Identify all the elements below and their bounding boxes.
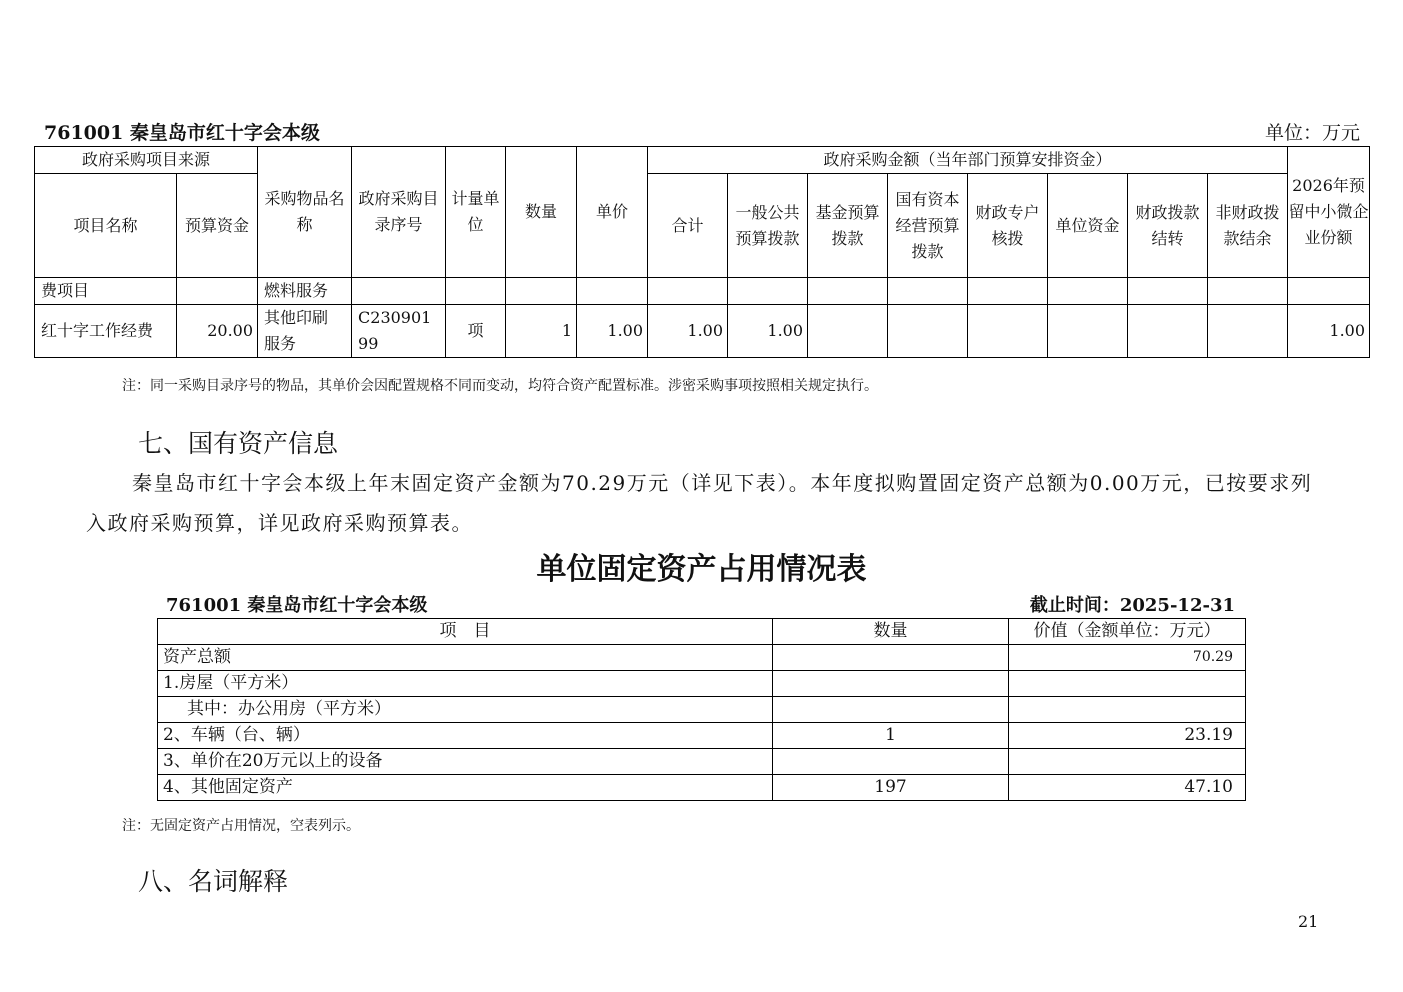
procurement-table (34, 146, 1370, 358)
asset-qty (773, 749, 1009, 775)
procurement-note: 注：同一采购目录序号的物品，其单价会因配置规格不同而变动，均符合资产配置标准。涉密采购事项按照相关规定执行。 (122, 378, 878, 394)
cell-state (888, 305, 968, 358)
header-unit-price: 单价 (577, 147, 648, 278)
cell-carry (1128, 305, 1208, 358)
asset-value (1009, 671, 1246, 697)
cell-reserved: 1.00 (1288, 305, 1370, 358)
cell-nonfiscal (1208, 305, 1288, 358)
cell-catalog (352, 278, 446, 305)
asset-item: 3、单价在20万元以上的设备 (158, 749, 773, 775)
cell-nonfiscal (1208, 278, 1288, 305)
header-budget-funds: 预算资金 (177, 174, 258, 278)
assets-unit-name: 761001 秦皇岛市红十字会本级 (166, 595, 428, 616)
header-item-name: 采购物品名称 (258, 147, 352, 278)
cell-item: 其他印刷服务 (258, 305, 352, 358)
cell-project: 费项目 (35, 278, 177, 305)
asset-value: 70.29 (1009, 645, 1246, 671)
asset-value (1009, 697, 1246, 723)
asset-item: 1.房屋（平方米） (158, 671, 773, 697)
cell-reserved (1288, 278, 1370, 305)
cell-state (888, 278, 968, 305)
procurement-unit-name: 761001 秦皇岛市红十字会本级 (44, 122, 320, 144)
cell-catalog: C23090199 (352, 305, 446, 358)
asset-qty (773, 645, 1009, 671)
header-reserved: 2026年预留中小微企业份额 (1288, 147, 1370, 278)
cell-unit (446, 278, 506, 305)
cell-unitfund (1048, 278, 1128, 305)
asset-qty (773, 671, 1009, 697)
header-state-capital: 国有资本经营预算拨款 (888, 174, 968, 278)
section7-heading: 七、国有资产信息 (138, 429, 339, 458)
assets-col-item: 项 目 (158, 619, 773, 645)
assets-col-value: 价值（金额单位：万元） (1009, 619, 1246, 645)
assets-table (157, 618, 1246, 801)
table-row (35, 278, 1370, 305)
cell-total (648, 278, 728, 305)
cell-unitfund (1048, 305, 1128, 358)
header-project-name: 项目名称 (35, 174, 177, 278)
asset-value: 23.19 (1009, 723, 1246, 749)
asset-qty: 197 (773, 775, 1009, 801)
cell-unit: 项 (446, 305, 506, 358)
header-total: 合计 (648, 174, 728, 278)
header-fund-budget: 基金预算拨款 (808, 174, 888, 278)
asset-item: 4、其他固定资产 (158, 775, 773, 801)
cell-price (577, 278, 648, 305)
assets-note: 注：无固定资产占用情况，空表列示。 (122, 818, 360, 834)
header-carryover: 财政拨款结转 (1128, 174, 1208, 278)
cell-budget: 20.00 (177, 305, 258, 358)
cell-budget (177, 278, 258, 305)
asset-value: 47.10 (1009, 775, 1246, 801)
cell-general (728, 278, 808, 305)
header-amount: 政府采购金额（当年部门预算安排资金） (648, 147, 1288, 174)
table-row (158, 775, 1246, 801)
procurement-unit-label: 单位：万元 (1264, 122, 1360, 144)
asset-value (1009, 749, 1246, 775)
cell-fund (808, 305, 888, 358)
assets-cutoff: 截止时间：2025-12-31 (1029, 595, 1235, 616)
table-row (158, 645, 1246, 671)
asset-item: 资产总额 (158, 645, 773, 671)
asset-item: 其中：办公用房（平方米） (158, 697, 773, 723)
cell-special (968, 278, 1048, 305)
cell-price: 1.00 (577, 305, 648, 358)
cell-fund (808, 278, 888, 305)
assets-title: 单位固定资产占用情况表 (536, 552, 867, 587)
cell-total: 1.00 (648, 305, 728, 358)
cell-project: 红十字工作经费 (35, 305, 177, 358)
table-row (158, 697, 1246, 723)
asset-qty: 1 (773, 723, 1009, 749)
cell-general: 1.00 (728, 305, 808, 358)
table-row (158, 671, 1246, 697)
header-catalog-no: 政府采购目录序号 (352, 147, 446, 278)
header-special-account: 财政专户核拨 (968, 174, 1048, 278)
table-row (35, 305, 1370, 358)
cell-qty (506, 278, 577, 305)
asset-item: 2、车辆（台、辆） (158, 723, 773, 749)
header-unit-funds: 单位资金 (1048, 174, 1128, 278)
table-row (158, 749, 1246, 775)
header-general-budget: 一般公共预算拨款 (728, 174, 808, 278)
header-source: 政府采购项目来源 (35, 147, 258, 174)
header-quantity: 数量 (506, 147, 577, 278)
page-number: 21 (1298, 912, 1319, 931)
cell-carry (1128, 278, 1208, 305)
cell-qty: 1 (506, 305, 577, 358)
section8-heading: 八、名词解释 (138, 867, 289, 896)
assets-col-qty: 数量 (773, 619, 1009, 645)
cell-special (968, 305, 1048, 358)
header-non-fiscal: 非财政拨款结余 (1208, 174, 1288, 278)
table-row (158, 723, 1246, 749)
asset-qty (773, 697, 1009, 723)
cell-item: 燃料服务 (258, 278, 352, 305)
section7-paragraph: 秦皇岛市红十字会本级上年末固定资产金额为70.29万元（详见下表）。本年度拟购置固定资产总额为0.00万元，已按要求列入政府采购预算，详见政府采购预算表。 (86, 471, 1313, 535)
header-measure-unit: 计量单位 (446, 147, 506, 278)
